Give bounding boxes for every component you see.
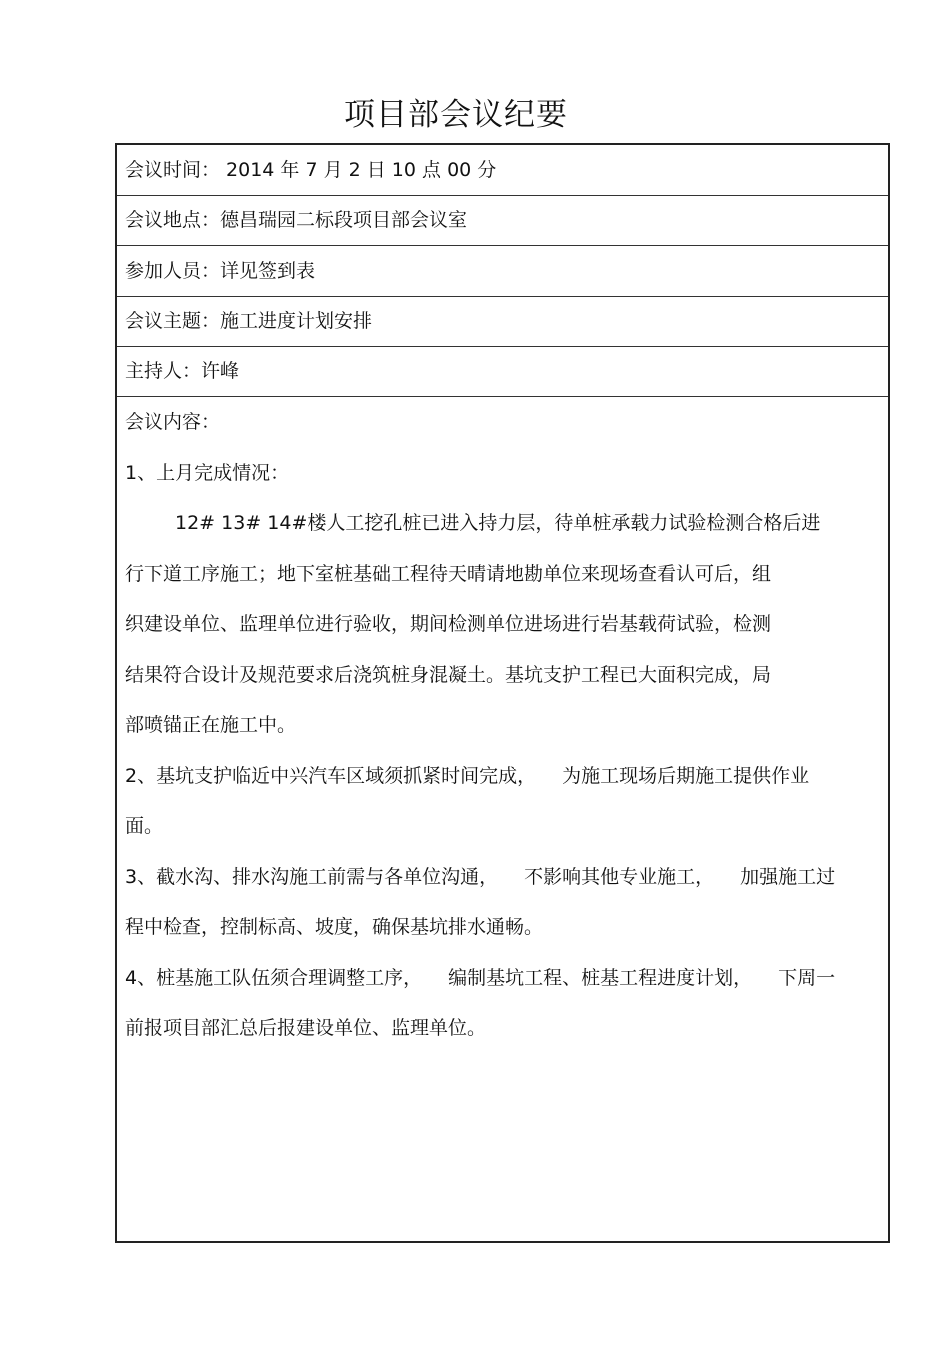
item4-part: 编制基坑工程、桩基工程进度计划， (448, 966, 753, 989)
item1-line: 行下道工序施工；地下室桩基础工程待天晴请地勘单位来现场查看认可后，组 (125, 562, 772, 585)
attendees-field: 参加人员：详见签到表 (117, 246, 888, 297)
meeting-time-field: 会议时间： 2014 年 7 月 2 日 10 点 00 分 (117, 145, 888, 196)
item4-part: 4、桩基施工队伍须合理调整工序， (125, 966, 423, 989)
meeting-place-field: 会议地点：德昌瑞园二标段项目部会议室 (117, 195, 888, 246)
item3-part: 3、截水沟、排水沟施工前需与各单位沟通， (125, 865, 499, 888)
item1-line: 部喷锚正在施工中。 (125, 714, 297, 736)
minutes-table (115, 143, 890, 1243)
item4-line (125, 953, 880, 1004)
host-field: 主持人：许峰 (117, 346, 888, 397)
item1-line: 织建设单位、监理单位进行验收，期间检测单位进场进行岩基载荷试验，检测 (125, 613, 772, 635)
item4-line: 前报项目部汇总后报建设单位、监理单位。 (125, 1017, 487, 1039)
item1-line: 结果符合设计及规范要求后浇筑桩身混凝土。基坑支护工程已大面积完成，局 (125, 663, 772, 686)
item1-line: 12# 13# 14#楼人工挖孔桩已进入持力层，待单桩承载力试验检测合格后进 (175, 512, 821, 534)
meeting-content (117, 397, 888, 1241)
item3-part: 不影响其他专业施工， (524, 865, 715, 888)
item2-part: 为施工现场后期施工提供作业 (562, 764, 810, 787)
item3-part: 加强施工过 (740, 865, 836, 888)
content-heading: 会议内容： (125, 411, 221, 433)
item3-line (125, 852, 880, 903)
item2-part: 2、基坑支护临近中兴汽车区域须抓紧时间完成， (125, 764, 537, 787)
item1-title: 1、上月完成情况： (125, 461, 290, 484)
meeting-topic-field: 会议主题：施工进度计划安排 (117, 296, 888, 347)
item2-line (125, 751, 880, 802)
item2-line: 面。 (125, 815, 164, 837)
item3-line: 程中检查，控制标高、坡度，确保基坑排水通畅。 (125, 916, 544, 938)
item4-part: 下周一 (778, 966, 836, 989)
document-title: 项目部会议纪要 (344, 97, 568, 133)
